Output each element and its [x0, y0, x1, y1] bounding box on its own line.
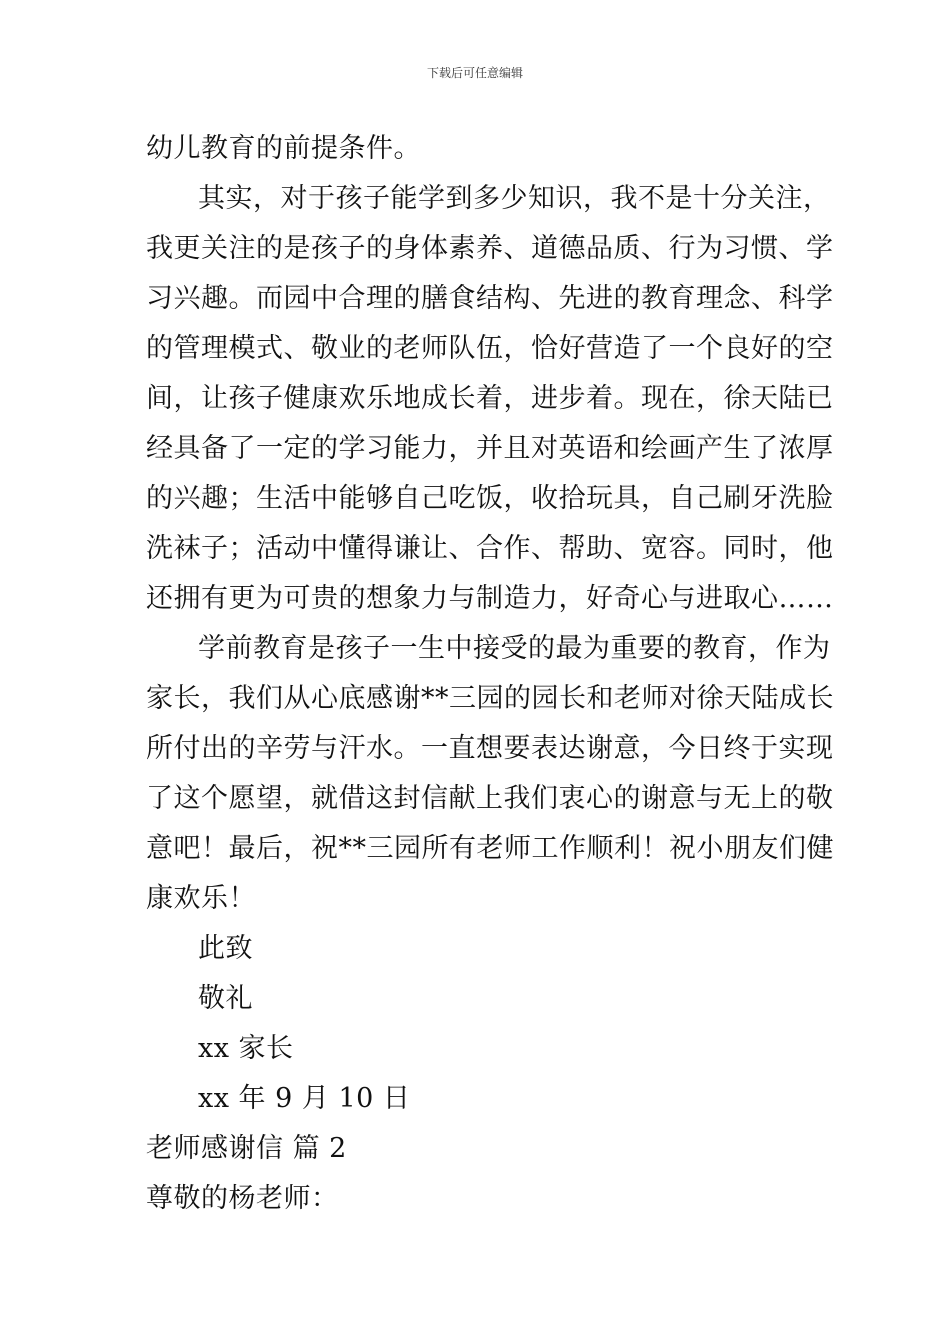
text-line: 幼儿教育的前提条件。	[146, 133, 421, 164]
text-line: 经具备了一定的学习能力，并且对英语和绘画产生了浓厚	[146, 433, 834, 464]
text-line: 家长，我们从心底感谢**三园的园长和老师对徐天陆成长	[146, 683, 834, 714]
text-line: 习兴趣。而园中合理的膳食结构、先进的教育理念、科学	[146, 283, 834, 314]
text-line: 我更关注的是孩子的身体素养、道德品质、行为习惯、学	[146, 233, 834, 264]
section-title: 老师感谢信 篇 2	[146, 1133, 347, 1164]
greeting: 尊敬的杨老师：	[146, 1183, 339, 1214]
letter-body	[146, 124, 834, 1224]
signature: xx 家长	[198, 1033, 294, 1064]
text-line: 康欢乐！	[146, 883, 256, 914]
text-line: 所付出的辛劳与汗水。一直想要表达谢意，今日终于实现	[146, 733, 834, 764]
text-line: 洗袜子；活动中懂得谦让、合作、帮助、宽容。同时，他	[146, 533, 834, 564]
text-line: 的管理模式、敬业的老师队伍，恰好营造了一个良好的空	[146, 333, 834, 364]
closing-regards: 敬礼	[198, 983, 253, 1014]
text-line: 意吧！最后，祝**三园所有老师工作顺利！祝小朋友们健	[146, 833, 834, 864]
paragraph-start-line: 学前教育是孩子一生中接受的最为重要的教育，作为	[198, 633, 831, 664]
page-header-note: 下载后可任意编辑	[426, 66, 523, 80]
paragraph-start-line: 其实，对于孩子能学到多少知识，我不是十分关注，	[198, 183, 831, 214]
letter-date: xx 年 9 月 10 日	[198, 1083, 411, 1114]
text-line: 还拥有更为可贵的想象力与制造力，好奇心与进取心……	[146, 583, 834, 614]
text-line: 间，让孩子健康欢乐地成长着，进步着。现在，徐天陆已	[146, 383, 834, 414]
text-line: 的兴趣；生活中能够自己吃饭，收拾玩具，自己刷牙洗脸	[146, 483, 834, 514]
closing-salutation: 此致	[198, 933, 253, 964]
text-line: 了这个愿望，就借这封信献上我们衷心的谢意与无上的敬	[146, 783, 834, 814]
